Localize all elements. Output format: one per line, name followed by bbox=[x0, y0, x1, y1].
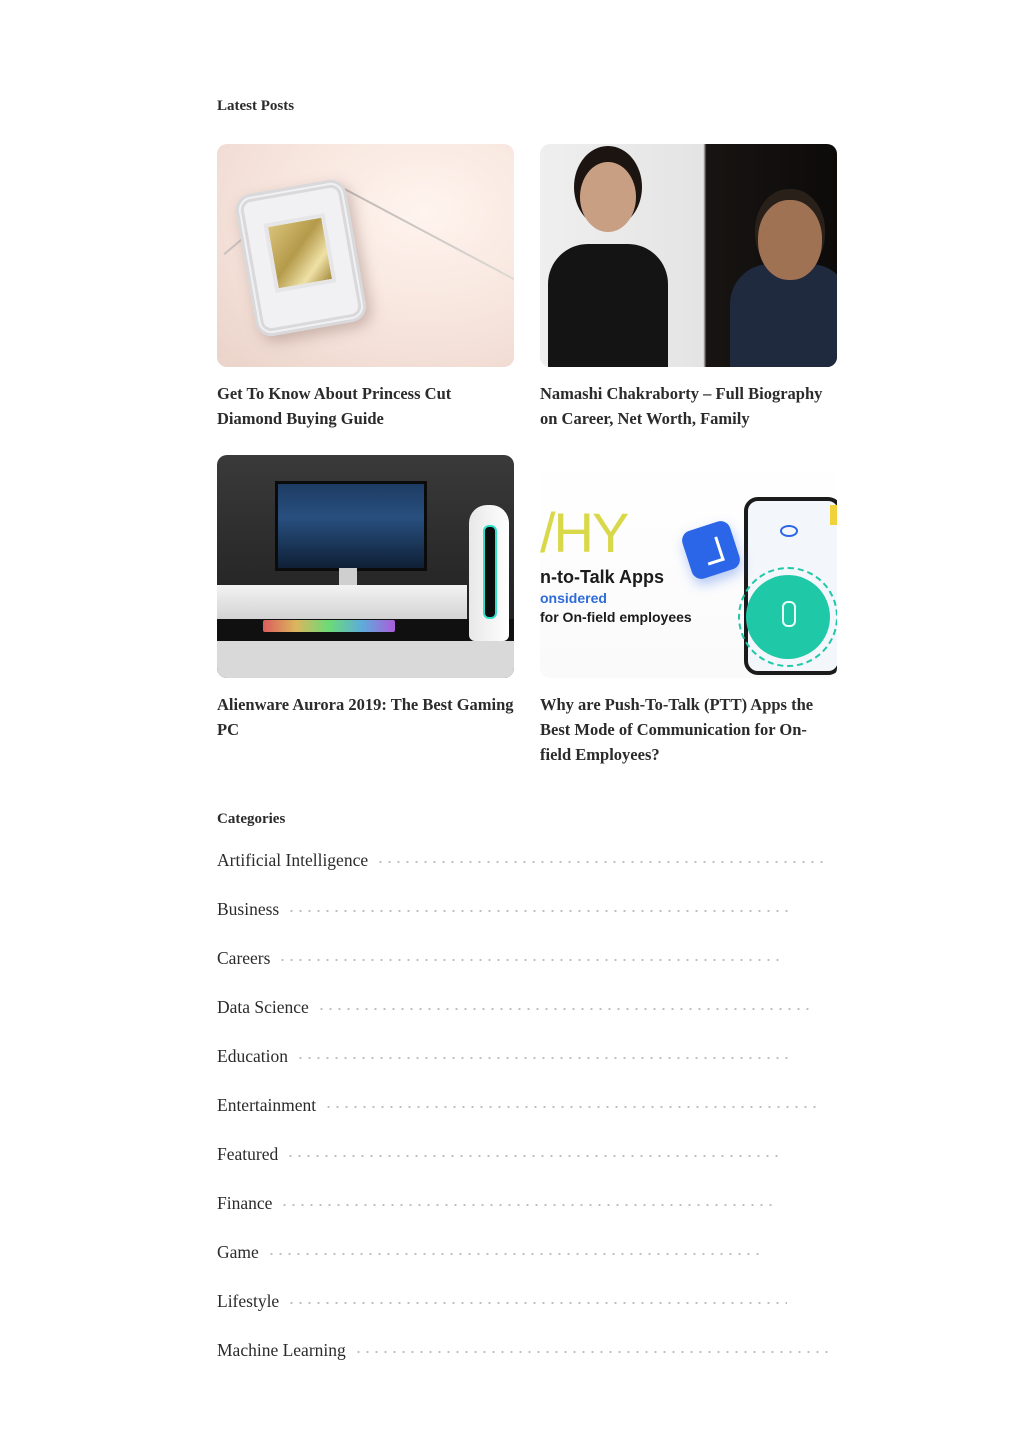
signal-bars-icon bbox=[679, 518, 742, 581]
post-card-namashi[interactable] bbox=[540, 144, 837, 455]
desk-shape bbox=[217, 585, 467, 619]
person-shape bbox=[548, 244, 668, 367]
dotted-leader bbox=[286, 1155, 784, 1157]
category-link-entertainment[interactable] bbox=[217, 1092, 822, 1118]
dotted-leader bbox=[287, 910, 789, 912]
accent-shape bbox=[830, 505, 837, 525]
category-link-artificial-intelligence[interactable] bbox=[217, 847, 824, 873]
dotted-leader bbox=[280, 1204, 776, 1206]
floor-shape bbox=[217, 641, 514, 678]
latest-posts-grid bbox=[217, 144, 837, 785]
keyboard-shape bbox=[263, 620, 395, 632]
banner-line-2: onsidered bbox=[540, 590, 607, 606]
list-item bbox=[217, 1337, 837, 1386]
post-title[interactable]: Namashi Chakraborty – Full Biography on Career, Net Worth, Family bbox=[540, 384, 823, 428]
post-title[interactable]: Alienware Aurora 2019: The Best Gaming PC bbox=[217, 695, 514, 739]
category-name[interactable]: Business bbox=[217, 899, 280, 919]
person-head-shape bbox=[580, 162, 636, 232]
dotted-leader bbox=[324, 1106, 822, 1108]
list-item bbox=[217, 896, 837, 945]
list-item bbox=[217, 1141, 837, 1190]
category-name[interactable]: Game bbox=[217, 1242, 259, 1262]
bars-mark bbox=[701, 536, 725, 565]
category-name[interactable]: Data Science bbox=[217, 997, 309, 1017]
list-item bbox=[217, 1092, 837, 1141]
list-item bbox=[217, 994, 837, 1043]
latest-posts-heading: Latest Posts bbox=[217, 98, 295, 114]
signal-icon bbox=[780, 525, 798, 537]
chain-shape bbox=[337, 184, 514, 289]
banner-why-text: /HY bbox=[540, 501, 628, 564]
category-link-data-science[interactable] bbox=[217, 994, 813, 1020]
dotted-leader bbox=[317, 1008, 813, 1010]
category-link-business[interactable] bbox=[217, 896, 789, 922]
post-title[interactable]: Why are Push-To-Talk (PTT) Apps the Best Mode of Communication for On-field Employees? bbox=[540, 695, 814, 764]
category-link-careers[interactable] bbox=[217, 945, 780, 971]
ptt-app-banner-image[interactable] bbox=[540, 455, 837, 678]
monitor-shape bbox=[275, 481, 427, 571]
microphone-icon bbox=[746, 575, 830, 659]
list-item bbox=[217, 945, 837, 994]
category-name[interactable]: Entertainment bbox=[217, 1095, 317, 1115]
list-item bbox=[217, 1043, 837, 1092]
gaming-setup-image[interactable] bbox=[217, 455, 514, 678]
post-card-alienware[interactable] bbox=[217, 455, 514, 785]
category-name[interactable]: Machine Learning bbox=[217, 1340, 346, 1360]
dotted-leader bbox=[287, 1302, 787, 1304]
banner-line-3: for On-field employees bbox=[540, 609, 692, 625]
list-item bbox=[217, 1190, 837, 1239]
category-link-machine-learning[interactable] bbox=[217, 1337, 832, 1363]
dotted-leader bbox=[354, 1351, 832, 1353]
category-link-game[interactable] bbox=[217, 1239, 761, 1265]
categories-list bbox=[217, 847, 837, 1386]
category-name[interactable]: Finance bbox=[217, 1193, 273, 1213]
category-link-education[interactable] bbox=[217, 1043, 792, 1069]
list-item bbox=[217, 847, 837, 896]
diamond-stone-shape bbox=[263, 213, 336, 293]
category-name[interactable]: Careers bbox=[217, 948, 271, 968]
post-title[interactable]: Get To Know About Princess Cut Diamond Buying Guide bbox=[217, 384, 452, 428]
person-head-shape bbox=[758, 200, 822, 280]
category-link-lifestyle[interactable] bbox=[217, 1288, 787, 1314]
category-name[interactable]: Education bbox=[217, 1046, 288, 1066]
category-link-featured[interactable] bbox=[217, 1141, 784, 1167]
dotted-leader bbox=[296, 1057, 792, 1059]
post-card-diamond[interactable] bbox=[217, 144, 514, 455]
list-item bbox=[217, 1288, 837, 1337]
categories-heading: Categories bbox=[217, 811, 286, 827]
list-item bbox=[217, 1239, 837, 1288]
post-card-ptt[interactable] bbox=[540, 455, 837, 785]
portrait-image[interactable] bbox=[540, 144, 837, 367]
pc-tower-shape bbox=[469, 505, 509, 641]
category-name[interactable]: Featured bbox=[217, 1144, 279, 1164]
category-name[interactable]: Lifestyle bbox=[217, 1291, 280, 1311]
banner-line-1: n-to-Talk Apps bbox=[540, 567, 664, 587]
diamond-pendant-image[interactable] bbox=[217, 144, 514, 367]
category-link-finance[interactable] bbox=[217, 1190, 776, 1216]
dotted-leader bbox=[278, 959, 780, 961]
category-name[interactable]: Artificial Intelligence bbox=[217, 850, 369, 870]
dotted-leader bbox=[267, 1253, 761, 1255]
dotted-leader bbox=[376, 861, 824, 863]
